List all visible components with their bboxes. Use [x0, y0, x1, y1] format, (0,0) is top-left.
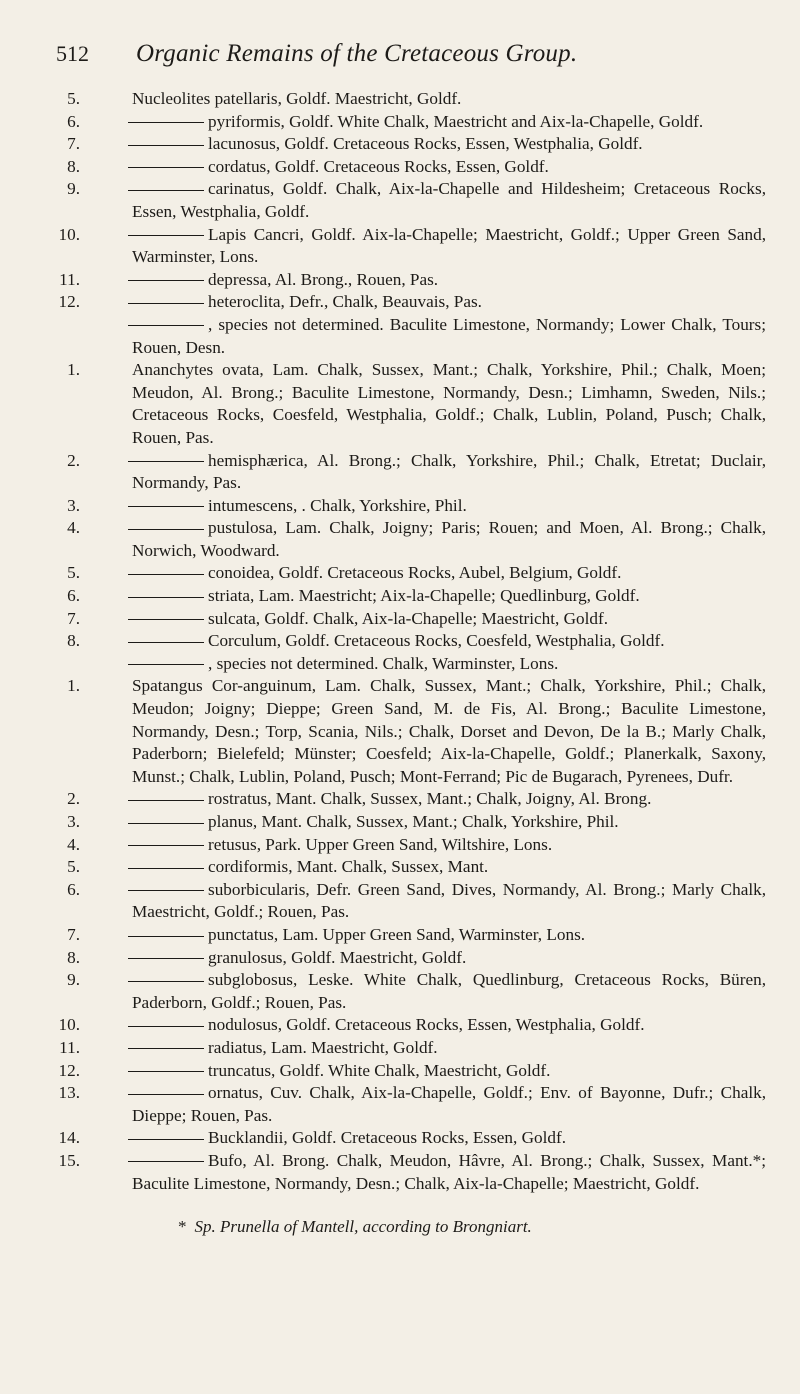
genus-ditto-rule — [128, 303, 204, 304]
entry-number: 3. — [67, 495, 80, 515]
genus-ditto-rule — [128, 325, 204, 326]
entry-text: Corculum, Goldf. Cretaceous Rocks, Coesfeld, Westphalia, Goldf. — [208, 631, 665, 651]
entry-number: 9. — [67, 970, 80, 990]
genus-ditto-rule — [128, 890, 204, 891]
list-item — [56, 947, 766, 970]
entry-number: 10. — [58, 1015, 80, 1035]
entry-number: 3. — [67, 812, 80, 831]
entry-number: 7. — [67, 608, 80, 628]
entry-number: 5. — [67, 857, 80, 877]
entry-number: 6. — [67, 586, 80, 606]
list-item — [56, 291, 766, 314]
list-item — [56, 1014, 766, 1037]
entry-text: pustulosa, Lam. Chalk, Joigny; Paris; Rouen; and Moen, Al. Brong.; Chalk, Norwich, Woodward. — [132, 518, 766, 560]
genus-ditto-rule — [128, 235, 204, 236]
entry-text: conoidea, Goldf. Cretaceous Rocks, Aubel, Belgium, Goldf. — [208, 563, 622, 583]
entry-number: 5. — [67, 563, 80, 583]
entry-text: depressa, Al. Brong., Rouen, Pas. — [208, 269, 439, 289]
list-item — [56, 811, 766, 834]
list-item — [56, 856, 766, 879]
genus-ditto-rule — [128, 845, 204, 846]
list-item — [56, 834, 766, 857]
entry-number: 5. — [67, 89, 80, 108]
genus-ditto-rule — [128, 1139, 204, 1140]
genus-ditto-rule — [128, 642, 204, 643]
list-item — [56, 879, 766, 924]
entry-text: ornatus, Cuv. Chalk, Aix-la-Chapelle, Goldf.; Env. of Bayonne, Dufr.; Chalk, Dieppe; Rouen, Pas. — [132, 1083, 766, 1125]
list-item — [56, 133, 766, 156]
entry-text: rostratus, Mant. Chalk, Sussex, Mant.; Chalk, Joigny, Al. Brong. — [208, 789, 652, 809]
list-item — [56, 653, 766, 676]
entry-text: Bufo, Al. Brong. Chalk, Meudon, Hâvre, Al. Brong.; Chalk, Sussex, Mant.*; Baculite Limestone, Normandy, Desn.; Chalk, Aix-la-Chapelle; Maestricht, Goldf. — [132, 1150, 766, 1193]
entry-number: 14. — [58, 1128, 80, 1148]
entry-number: 1. — [67, 360, 80, 380]
entry-text: sulcata, Goldf. Chalk, Aix-la-Chapelle; Maestricht, Goldf. — [208, 608, 608, 628]
genus-ditto-rule — [128, 167, 204, 168]
genus-ditto-rule — [128, 1071, 204, 1072]
genus-ditto-rule — [128, 800, 204, 801]
genus-ditto-rule — [128, 619, 204, 620]
list-item — [56, 359, 766, 449]
footnote-marker: * — [178, 1217, 187, 1237]
entry-text: Bucklandii, Goldf. Cretaceous Rocks, Essen, Goldf. — [208, 1128, 567, 1148]
entry-text: cordiformis, Mant. Chalk, Sussex, Mant. — [208, 857, 489, 877]
genus-ditto-rule — [128, 1161, 204, 1162]
entry-number: 15. — [58, 1150, 80, 1170]
list-item — [56, 788, 766, 811]
list-item — [56, 450, 766, 495]
genus-ditto-rule — [128, 868, 204, 869]
list-item — [56, 1127, 766, 1150]
genus-ditto-rule — [128, 190, 204, 191]
list-item — [56, 675, 766, 788]
genus-ditto-rule — [128, 506, 204, 507]
genus-ditto-rule — [128, 1094, 204, 1095]
list-item — [56, 269, 766, 292]
genus-ditto-rule — [128, 958, 204, 959]
genus-ditto-rule — [128, 664, 204, 665]
list-item — [56, 517, 766, 562]
entry-number: 2. — [67, 450, 80, 470]
entry-text: intumescens, . Chalk, Yorkshire, Phil. — [208, 495, 467, 515]
genus-ditto-rule — [128, 936, 204, 937]
entry-text: Lapis Cancri, Goldf. Aix-la-Chapelle; Maestricht, Goldf.; Upper Green Sand, Warminster, Lons. — [132, 224, 766, 267]
entry-text: carinatus, Goldf. Chalk, Aix-la-Chapelle and Hildesheim; Cretaceous Rocks, Essen, Westphalia, Goldf. — [132, 179, 766, 221]
list-item — [56, 88, 766, 111]
entry-number: 6. — [67, 111, 80, 131]
entry-number: 8. — [67, 631, 80, 651]
entry-number: 2. — [67, 789, 80, 809]
entry-number: 13. — [58, 1083, 80, 1103]
list-item — [56, 1082, 766, 1127]
entry-number: 10. — [58, 224, 80, 244]
entry-text: granulosus, Goldf. Maestricht, Goldf. — [208, 947, 467, 967]
list-item — [56, 969, 766, 1014]
genus-ditto-rule — [128, 529, 204, 530]
entry-text: , species not determined. Chalk, Warminster, Lons. — [208, 653, 559, 673]
genus-ditto-rule — [128, 1026, 204, 1027]
list-item — [56, 1060, 766, 1083]
entry-number: 11. — [59, 269, 80, 289]
entry-text: retusus, Park. Upper Green Sand, Wiltshire, Lons. — [208, 834, 553, 854]
entry-text: lacunosus, Goldf. Cretaceous Rocks, Essen, Westphalia, Goldf. — [208, 134, 643, 154]
genus-ditto-rule — [128, 574, 204, 575]
list-item — [56, 1150, 766, 1195]
entry-number: 8. — [67, 947, 80, 967]
species-list — [56, 88, 766, 1195]
entry-text: subglobosus, Leske. White Chalk, Quedlinburg, Cretaceous Rocks, Büren, Paderborn, Goldf.; Rouen, Pas. — [132, 970, 766, 1012]
entry-text: nodulosus, Goldf. Cretaceous Rocks, Essen, Westphalia, Goldf. — [208, 1015, 645, 1035]
genus-ditto-rule — [128, 981, 204, 982]
entry-text: hemisphærica, Al. Brong.; Chalk, Yorkshire, Phil.; Chalk, Etretat; Duclair, Normandy, Pas. — [132, 450, 766, 493]
entry-text: suborbicularis, Defr. Green Sand, Dives, Normandy, Al. Brong.; Marly Chalk, Maestricht, Goldf.; Rouen, Pas. — [132, 879, 766, 922]
list-item — [56, 156, 766, 179]
entry-number: 7. — [67, 134, 80, 154]
list-item — [56, 111, 766, 134]
list-item — [56, 495, 766, 518]
footnote-text: Sp. Prunella of Mantell, according to Brongniart. — [194, 1217, 532, 1237]
entry-number: 9. — [67, 179, 80, 199]
list-item — [56, 630, 766, 653]
entry-text: cordatus, Goldf. Cretaceous Rocks, Essen, Goldf. — [208, 156, 549, 176]
list-item — [56, 585, 766, 608]
list-item — [56, 562, 766, 585]
entry-text: radiatus, Lam. Maestricht, Goldf. — [208, 1037, 438, 1057]
entry-text: , species not determined. Baculite Limestone, Normandy; Lower Chalk, Tours; Rouen, Desn. — [132, 314, 766, 357]
genus-ditto-rule — [128, 122, 204, 123]
genus-ditto-rule — [128, 823, 204, 824]
entry-number: 4. — [67, 834, 80, 854]
entry-text: Ananchytes ovata, Lam. Chalk, Sussex, Mant.; Chalk, Yorkshire, Phil.; Chalk, Moen; Meudon, Al. Brong.; Baculite Limestone, Normandy, Desn.; Limhamn, Sweden, Nils.; Cretaceous Rocks, Coesfeld, Westphalia, Goldf.; Chalk, Lublin, Poland, Pusch; Chalk, Rouen, Pas. — [132, 360, 766, 447]
entry-number: 6. — [67, 879, 80, 899]
genus-ditto-rule — [128, 145, 204, 146]
genus-ditto-rule — [128, 461, 204, 462]
entry-number: 7. — [67, 924, 80, 944]
entry-text: pyriformis, Goldf. White Chalk, Maestricht and Aix-la-Chapelle, Goldf. — [208, 111, 704, 131]
list-item — [56, 608, 766, 631]
genus-ditto-rule — [128, 597, 204, 598]
entry-number: 4. — [67, 518, 80, 538]
entry-number: 11. — [59, 1037, 80, 1057]
entry-text: striata, Lam. Maestricht; Aix-la-Chapelle; Quedlinburg, Goldf. — [208, 586, 640, 606]
entry-text: punctatus, Lam. Upper Green Sand, Warminster, Lons. — [208, 924, 586, 944]
page-header — [56, 40, 766, 68]
entry-number: 1. — [67, 676, 80, 696]
genus-ditto-rule — [128, 1048, 204, 1049]
entry-text: heteroclita, Defr., Chalk, Beauvais, Pas. — [208, 292, 482, 312]
entry-text: planus, Mant. Chalk, Sussex, Mant.; Chalk, Yorkshire, Phil. — [208, 812, 619, 831]
list-item — [56, 224, 766, 269]
list-item — [56, 1037, 766, 1060]
entry-text: truncatus, Goldf. White Chalk, Maestricht, Goldf. — [208, 1060, 551, 1080]
genus-ditto-rule — [128, 280, 204, 281]
running-head: Organic Remains of the Cretaceous Group. — [136, 40, 578, 67]
entry-number: 8. — [67, 156, 80, 176]
page-number: 512 — [56, 41, 89, 66]
list-item — [56, 314, 766, 359]
footnote — [56, 1217, 766, 1237]
entry-text: Spatangus Cor-anguinum, Lam. Chalk, Sussex, Mant.; Chalk, Yorkshire, Phil.; Chalk, Meudon; Joigny; Dieppe; Green Sand, M. de Fis, Al. Brong.; Baculite Limestone, Normandy, Desn.; Torp, Scania, Nils.; Chalk, Dorset and Devon, De la B.; Marly Chalk, Paderborn; Bielefeld; Münster; Coesfeld; Aix-la-Chapelle, Goldf.; Planerkalk, Saxony, Munst.; Chalk, Lublin, Poland, Pusch; Mont-Ferrand; Pic de Bugarach, Pyrenees, Dufr. — [132, 676, 766, 786]
entry-number: 12. — [58, 292, 80, 312]
entry-number: 12. — [58, 1060, 80, 1080]
list-item — [56, 178, 766, 223]
list-item — [56, 924, 766, 947]
entry-text: Nucleolites patellaris, Goldf. Maestricht, Goldf. — [132, 89, 462, 108]
